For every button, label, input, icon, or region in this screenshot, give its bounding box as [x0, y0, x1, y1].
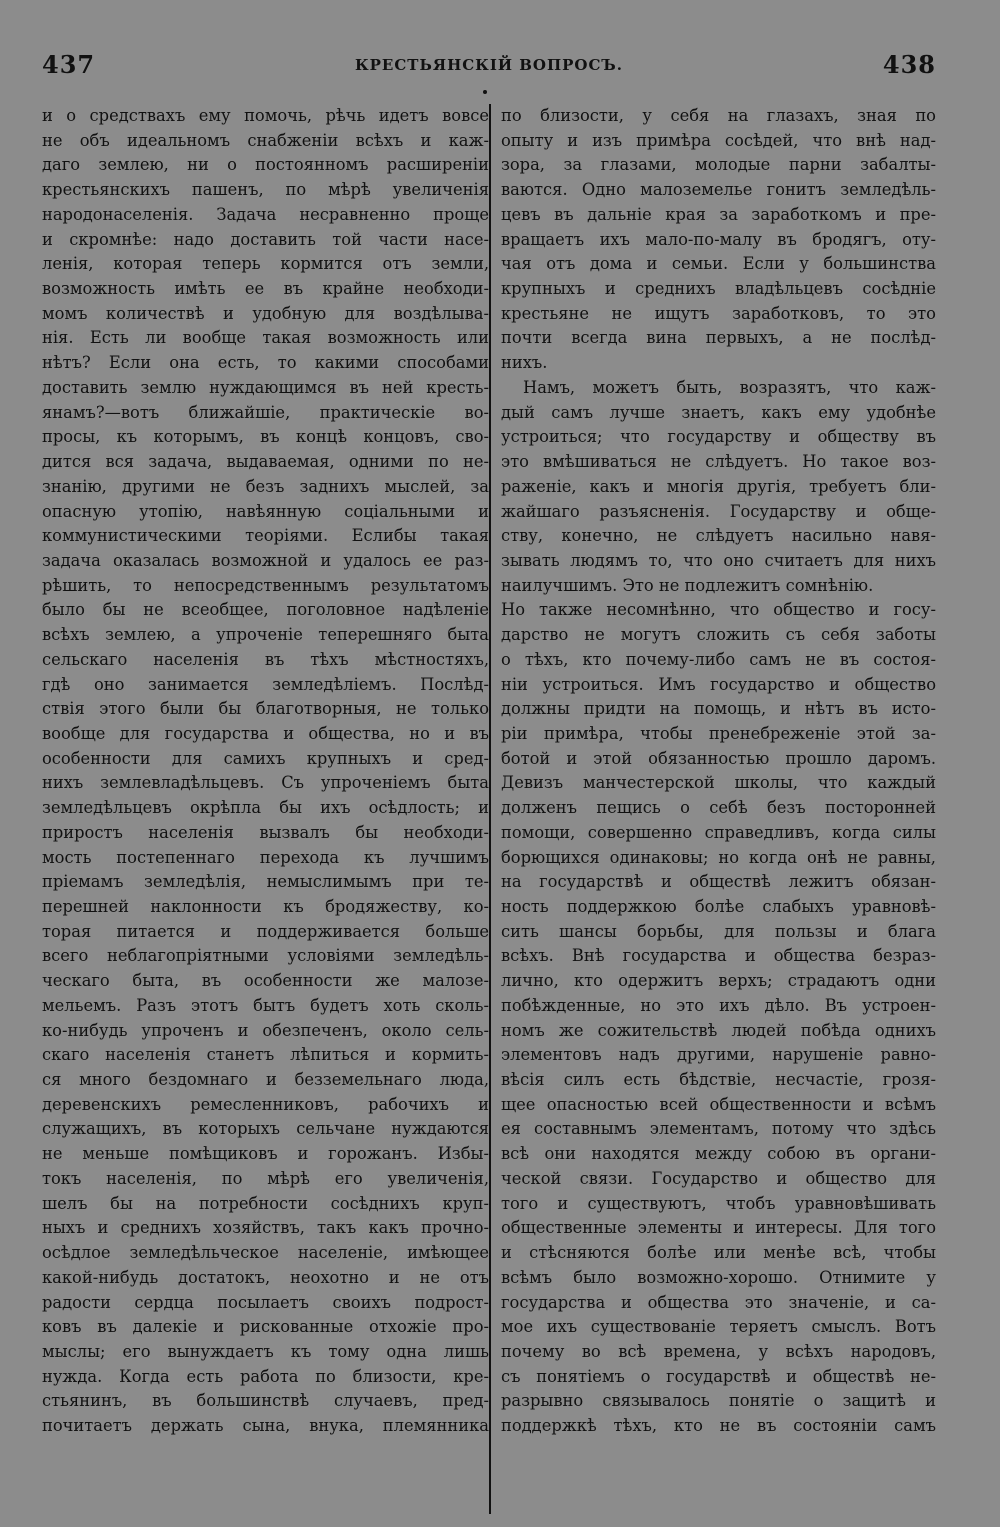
text-line: момъ количествѣ и удобную для воздѣлыва- — [42, 303, 489, 323]
text-line: какой-нибудь достатокъ, неохотно и не отъ — [42, 1267, 489, 1287]
text-line: токъ населенія, по мѣрѣ его увеличенія, — [42, 1168, 489, 1188]
text-line: всѣ они находятся между собою въ органи- — [501, 1144, 936, 1164]
text-line: мость постепеннаго перехода къ лучшимъ — [42, 847, 489, 867]
text-line: помощи, совершенно справедливъ, когда силы — [501, 822, 936, 842]
right-page-number: 438 — [882, 50, 936, 79]
text-line: долженъ пещись о себѣ безъ посторонней — [501, 798, 936, 818]
text-line: нихъ землевладѣльцевъ. Съ упроченіемъ быта — [42, 773, 489, 793]
text-line: не объ идеальномъ снабженіи всѣхъ и каж- — [42, 130, 489, 150]
text-line: Девизъ манчестерской школы, что каждый — [501, 773, 936, 793]
text-line: перешней наклонности къ бродяжеству, ко- — [42, 897, 489, 916]
text-line: всѣхъ. Внѣ государства и общества безраз- — [501, 946, 936, 966]
text-line: нужда. Когда есть работа по близости, кре- — [42, 1366, 489, 1386]
text-line: даго землею, ни о постоянномъ расширеніи — [42, 155, 489, 175]
text-line: мыслы; его вынуждаетъ къ тому одна лишь — [42, 1341, 489, 1361]
right-text-column — [501, 104, 936, 1514]
text-line: янамъ?—вотъ ближайшіе, практическіе во- — [42, 402, 489, 422]
text-line: борющихся одинаковы; но когда онѣ не равны, — [501, 847, 936, 867]
text-line: устроиться; что государству и обществу въ — [501, 427, 936, 447]
text-line: было бы не всеобщее, поголовное надѣленіе — [42, 600, 489, 620]
text-line: ческаго быта, въ особенности же малозе- — [42, 971, 489, 991]
text-line: нѣтъ? Если она есть, то какими способами — [42, 353, 489, 373]
text-line: ленія, которая теперь кормится отъ земли, — [42, 254, 489, 274]
text-line: деревенскихъ ремесленниковъ, рабочихъ и — [42, 1094, 489, 1114]
text-line: служащихъ, въ которыхъ сельчане нуждаются — [42, 1119, 489, 1139]
text-line: ніи устроиться. Имъ государство и общество — [501, 674, 936, 694]
text-line: Но также несомнѣнно, что общество и госу- — [501, 600, 936, 620]
text-line: и о средствахъ ему помочь, рѣчь идетъ вовсе — [42, 106, 489, 125]
text-line: нихъ. — [501, 353, 548, 373]
text-line: ность поддержкою болѣе слабыхъ уравновѣ- — [501, 897, 936, 916]
text-line: это вмѣшиваться не слѣдуетъ. Но такое воз- — [501, 452, 936, 472]
text-line: дарство не могутъ сложить съ себя заботы — [501, 625, 936, 645]
text-line: дый самъ лучше знаетъ, какъ ему удобнѣе — [501, 402, 936, 422]
running-title: КРЕСТЬЯНСКІЙ ВОПРОСЪ. — [355, 56, 623, 74]
text-line: ко-нибудь упроченъ и обезпеченъ, около сель- — [42, 1020, 489, 1040]
text-line: ся много бездомнаго и безземельнаго люда, — [42, 1070, 489, 1090]
text-line: того и существуютъ, чтобъ уравновѣшивать — [501, 1193, 936, 1213]
text-line: ству, конечно, не слѣдуетъ насильно навя- — [501, 526, 936, 546]
text-line: государства и общества это значеніе, и са- — [501, 1292, 936, 1312]
text-line: шелъ бы на потребности сосѣднихъ круп- — [42, 1193, 489, 1213]
text-line: Намъ, можетъ быть, возразятъ, что каж- — [523, 377, 936, 397]
printer-dot — [483, 90, 487, 94]
text-line: всѣхъ землею, а упроченіе теперешняго быта — [42, 625, 489, 645]
text-line: скаго населенія станетъ лѣпиться и кормить- — [42, 1045, 489, 1065]
text-line: чая отъ дома и семьи. Если у большинства — [501, 254, 936, 274]
text-line: пріемамъ земледѣлія, немыслимымъ при те- — [42, 872, 489, 892]
text-line: раженіе, какъ и многія другія, требуетъ бли- — [501, 476, 936, 496]
left-text-column — [42, 104, 489, 1514]
text-line: просы, къ которымъ, въ концѣ концовъ, сво- — [42, 427, 489, 447]
text-line: радости сердца посылаетъ своихъ подрост- — [42, 1292, 489, 1312]
text-line: побѣжденные, но это ихъ дѣло. Въ устроен- — [501, 995, 936, 1015]
text-line: мое ихъ существованіе теряетъ смыслъ. Вотъ — [501, 1317, 936, 1337]
text-line: крестьяне не ищутъ заработковъ, то это — [501, 303, 936, 323]
text-line: осѣдлое земледѣльческое населеніе, имѣющее — [42, 1243, 489, 1263]
text-line: возможность имѣть ее въ крайне необходи- — [42, 279, 489, 299]
page-header — [42, 50, 936, 90]
text-line: зывать людямъ то, что оно считаетъ для нихъ — [501, 550, 936, 570]
text-line: торая питается и поддерживается больше — [42, 921, 489, 941]
text-line: ріи примѣра, чтобы пренебреженіе этой за- — [501, 723, 936, 743]
text-line: не меньше помѣщиковъ и горожанъ. Избы- — [42, 1144, 489, 1164]
text-line: поддержкѣ тѣхъ, кто не въ состояніи самъ — [501, 1416, 936, 1436]
text-line: сить шансы борьбы, для пользы и блага — [501, 921, 936, 941]
text-line: зора, за глазами, молодые парни забалты- — [501, 155, 936, 175]
text-line: земледѣльцевъ окрѣпла бы ихъ осѣдлость; и — [42, 798, 489, 818]
text-line: ковъ въ далекіе и рискованные отхожіе про- — [42, 1317, 489, 1337]
text-line: о тѣхъ, кто почему-либо самъ не въ состоя- — [501, 649, 936, 669]
text-line: нія. Есть ли вообще такая возможность или — [42, 328, 489, 348]
text-line: доставить землю нуждающимся въ ней кресть- — [42, 377, 489, 397]
text-line: всего неблагопріятными условіями земледѣль- — [42, 946, 489, 966]
text-line: почти всегда вина первыхъ, а не послѣд- — [501, 328, 936, 348]
text-line: цевъ въ дальніе края за заработкомъ и пре- — [501, 204, 936, 224]
text-line: ческой связи. Государство и общество для — [501, 1168, 936, 1188]
text-line: номъ же сожительствѣ людей побѣда однихъ — [501, 1020, 936, 1040]
text-line: ея составнымъ элементамъ, потому что здѣсь — [501, 1119, 936, 1139]
left-page-number: 437 — [42, 50, 96, 79]
text-line: опыту и изъ примѣра сосѣдей, что внѣ над- — [501, 130, 936, 150]
text-line: жайшаго разъясненія. Государству и обще- — [501, 501, 936, 521]
text-line: общественные элементы и интересы. Для того — [501, 1218, 936, 1238]
text-line: ствія этого были бы благотворныя, не только — [42, 699, 489, 719]
text-line: всѣмъ было возможно-хорошо. Отнимите у — [501, 1267, 936, 1287]
text-line: съ понятіемъ о государствѣ и обществѣ не- — [501, 1366, 936, 1386]
text-line: лично, кто одержитъ верхъ; страдаютъ одни — [501, 971, 936, 991]
text-line: коммунистическими теоріями. Еслибы такая — [42, 526, 489, 546]
text-line: рѣшить, то непосредственнымъ результатомъ — [42, 575, 489, 595]
text-line: щее опасностью всей общественности и всѣмъ — [501, 1094, 936, 1114]
text-line: особенности для самихъ крупныхъ и сред- — [42, 748, 489, 768]
text-line: разрывно связывалось понятіе о защитѣ и — [501, 1391, 936, 1411]
text-line: крестьянскихъ пашенъ, по мѣрѣ увеличенія — [42, 180, 489, 200]
text-line: гдѣ оно занимается земледѣліемъ. Послѣд- — [42, 674, 489, 694]
text-line: вообще для государства и общества, но и въ — [42, 723, 489, 743]
text-line: крупныхъ и среднихъ владѣльцевъ сосѣдніе — [501, 279, 936, 299]
column-divider-rule — [489, 104, 491, 1514]
text-line: дится вся задача, выдаваемая, одними по не- — [42, 452, 489, 472]
text-line: наилучшимъ. Это не подлежитъ сомнѣнію. — [501, 575, 874, 595]
text-line: мельемъ. Разъ этотъ бытъ будетъ хоть сколь- — [42, 995, 489, 1015]
text-line: элементовъ надъ другими, нарушеніе равно- — [501, 1045, 936, 1065]
text-line: и стѣсняются болѣе или менѣе всѣ, чтобы — [501, 1243, 936, 1263]
text-line: знанію, другими не безъ заднихъ мыслей, за — [42, 476, 489, 496]
text-line: народонаселенія. Задача несравненно проще — [42, 204, 489, 224]
text-line: и скромнѣе: надо доставить той части насе- — [42, 229, 489, 249]
text-line: ныхъ и среднихъ хозяйствъ, такъ какъ прочно- — [42, 1218, 489, 1238]
text-line: почему во всѣ времена, у всѣхъ народовъ, — [501, 1341, 936, 1361]
text-line: ваются. Одно малоземелье гонитъ земледѣль- — [501, 180, 936, 200]
text-line: вращаетъ ихъ мало-по-малу въ бродягъ, оту- — [501, 229, 936, 249]
text-line: опасную утопію, навѣянную соціальными и — [42, 501, 489, 521]
text-line: задача оказалась возможной и удалось ее раз- — [42, 550, 489, 570]
text-line: почитаетъ держать сына, внука, племянника — [42, 1416, 489, 1436]
text-line: приростъ населенія вызвалъ бы необходи- — [42, 822, 489, 842]
text-line: вѣсія силъ есть бѣдствіе, несчастіе, грозя- — [501, 1070, 936, 1090]
text-line: должны придти на помощь, и нѣтъ въ исто- — [501, 699, 936, 719]
text-line: стьянинъ, въ большинствѣ случаевъ, пред- — [42, 1391, 489, 1411]
text-line: ботой и этой обязанностью прошло даромъ. — [501, 748, 936, 768]
text-line: на государствѣ и обществѣ лежитъ обязан- — [501, 872, 936, 892]
text-line: по близости, у себя на глазахъ, зная по — [501, 106, 936, 125]
text-line: сельскаго населенія въ тѣхъ мѣстностяхъ, — [42, 649, 489, 669]
